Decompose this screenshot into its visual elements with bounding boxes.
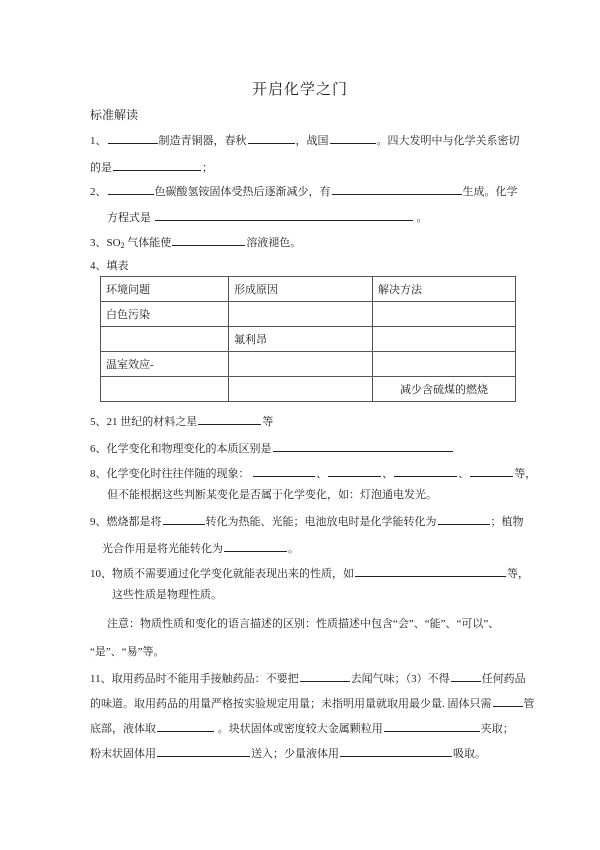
question-number: 3、 xyxy=(90,237,107,249)
question-number: 6、 xyxy=(90,443,107,455)
answer-blank xyxy=(273,440,453,452)
answer-blank xyxy=(355,565,506,577)
question-text: 送入；少量液体用 xyxy=(251,748,339,760)
table-cell xyxy=(101,377,229,402)
table-cell xyxy=(373,302,516,327)
page-title: 开启化学之门 xyxy=(251,82,348,98)
answer-blank xyxy=(493,695,523,707)
answer-blank xyxy=(155,209,413,221)
answer-blank xyxy=(108,132,158,144)
question-3 xyxy=(90,234,301,250)
question-text: 的味道。取用药品的用量严格按实验规定用量；未指明用量就取用最少量. 固体只需 xyxy=(90,698,492,710)
question-6 xyxy=(90,440,454,456)
question-5 xyxy=(90,413,273,429)
question-9-line-2 xyxy=(102,540,299,556)
question-2-line-2 xyxy=(107,209,428,225)
separator: 、 xyxy=(316,468,328,480)
question-text: 等 xyxy=(262,416,274,428)
question-text: 。块状固体或密度较大金属颗粒用 xyxy=(215,723,383,735)
question-11-line-2 xyxy=(90,695,535,711)
question-text: 化学变化时往往伴随的现象： xyxy=(106,468,250,480)
question-text: 21 世纪的材料之星 xyxy=(106,416,198,428)
table-row xyxy=(101,302,516,327)
table-cell: 减少含硫煤的燃烧 xyxy=(373,377,516,402)
question-text: 取用药品时不能用手接触药品：不要把 xyxy=(111,673,299,685)
answer-blank xyxy=(248,132,295,144)
question-text: ； xyxy=(202,162,213,174)
answer-blank xyxy=(113,159,201,171)
question-1-line-1 xyxy=(90,132,520,148)
question-text: ，战国 xyxy=(295,135,329,147)
table-row xyxy=(101,352,516,377)
question-number: 8、 xyxy=(90,468,107,480)
question-8-line-1 xyxy=(90,465,536,481)
question-text: 溶液褪色。 xyxy=(246,237,302,249)
table-header-cell: 解决方法 xyxy=(373,277,516,302)
question-text: 的是 xyxy=(90,162,112,174)
answer-blank xyxy=(340,745,452,757)
formula-subscript: 2 xyxy=(120,241,125,250)
question-text: 任何药品 xyxy=(481,673,526,685)
answer-blank xyxy=(163,513,205,525)
answer-blank xyxy=(253,465,315,477)
table-cell xyxy=(229,377,373,402)
answer-blank xyxy=(198,413,261,425)
table-cell: 温室效应- xyxy=(101,352,229,377)
question-number: 10、 xyxy=(90,568,112,580)
answer-blank xyxy=(330,132,376,144)
answer-blank xyxy=(300,670,350,682)
table-row xyxy=(101,377,516,402)
separator: 、 xyxy=(382,468,394,480)
question-text: 物质不需要通过化学变化就能表现出来的性质，如 xyxy=(112,568,354,580)
question-text: 转化为热能、光能；电池放电时是化学能转化为 xyxy=(205,516,437,528)
note-line-2: “是”、“易”等。 xyxy=(90,646,165,658)
note-line-1: 注意：物质性质和变化的语言描述的区别：性质描述中包含“会”、“能”、“可以”、 xyxy=(107,618,500,630)
question-text: 色碳酸氢铵固体受热后逐渐减少，有 xyxy=(154,186,331,198)
question-11-line-3 xyxy=(90,720,514,736)
table-cell xyxy=(229,352,373,377)
table-cell xyxy=(229,302,373,327)
question-text: 生成。化学 xyxy=(462,186,518,198)
question-text: 方程式是 xyxy=(107,212,151,224)
answer-blank xyxy=(394,465,457,477)
question-number: 9、 xyxy=(90,516,107,528)
table-header-row xyxy=(101,277,516,302)
question-11-line-4 xyxy=(90,745,486,761)
question-text: 化学变化和物理变化的本质区别是 xyxy=(106,443,272,455)
question-10-line-1 xyxy=(90,565,529,581)
question-4-label: 4、填表 xyxy=(90,260,129,272)
question-text: 。 xyxy=(416,212,428,224)
answer-blank xyxy=(224,540,287,552)
question-text: 管 xyxy=(523,698,535,710)
formula-text: SO xyxy=(106,237,121,249)
question-number: 2、 xyxy=(90,186,107,198)
answer-blank xyxy=(157,745,250,757)
table-row xyxy=(101,327,516,352)
table-cell xyxy=(373,327,516,352)
answer-blank xyxy=(157,720,214,732)
question-1-line-2 xyxy=(90,159,213,175)
question-2-line-1 xyxy=(90,183,518,199)
table-cell: 白色污染 xyxy=(101,302,229,327)
question-8-line-2: 但不能根据这些判断某变化是否属于化学变化，如：灯泡通电发光。 xyxy=(107,489,437,501)
question-text: 气体能使 xyxy=(124,237,172,249)
chemical-formula xyxy=(107,237,125,249)
question-text: 粉末状固体用 xyxy=(90,748,156,760)
answer-blank xyxy=(451,670,481,682)
question-9-line-1 xyxy=(90,513,524,529)
answer-blank xyxy=(108,183,154,195)
question-number: 11、 xyxy=(90,673,112,685)
question-text: 底部，液体取 xyxy=(90,723,156,735)
separator: 、 xyxy=(458,468,470,480)
answer-blank xyxy=(332,183,462,195)
environment-table xyxy=(100,276,516,402)
table-header-cell: 形成原因 xyxy=(229,277,373,302)
question-text: 夹取； xyxy=(480,723,514,735)
question-text: 。 xyxy=(288,543,299,555)
question-10-line-2: 这些性质是物理性质。 xyxy=(112,589,222,601)
answer-blank xyxy=(470,465,513,477)
answer-blank xyxy=(328,465,381,477)
question-text: 制造青铜器，春秋 xyxy=(158,135,247,147)
question-text: 去闻气味；（3）不得 xyxy=(350,673,450,685)
question-text: 光合作用是将光能转化为 xyxy=(102,543,223,555)
table-cell: 氟利昂 xyxy=(229,327,373,352)
table-header-cell: 环境问题 xyxy=(101,277,229,302)
question-text: ；植物 xyxy=(490,516,524,528)
question-number: 1、 xyxy=(90,135,107,147)
question-number: 5、 xyxy=(90,416,107,428)
question-text: 。四大发明中与化学关系密切 xyxy=(376,135,520,147)
question-text: 等， xyxy=(507,568,529,580)
question-11-line-1 xyxy=(90,670,526,686)
table-cell xyxy=(101,327,229,352)
answer-blank xyxy=(384,720,480,732)
table-cell xyxy=(373,352,516,377)
question-text: 燃烧都是将 xyxy=(106,516,162,528)
section-heading: 标准解读 xyxy=(90,108,139,122)
question-text: 等， xyxy=(514,468,537,480)
answer-blank xyxy=(438,513,490,525)
answer-blank xyxy=(172,234,245,246)
question-text: 吸取。 xyxy=(453,748,486,760)
